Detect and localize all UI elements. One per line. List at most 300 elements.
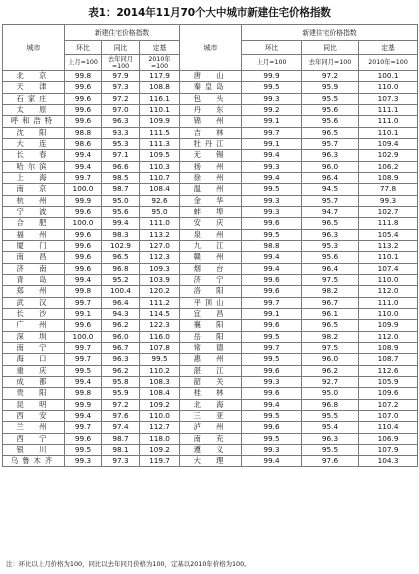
right-yoy-cell: 95.7 — [302, 138, 359, 149]
right-city-cell: 济 宁 — [180, 274, 242, 285]
left-yoy-cell: 96.3 — [102, 116, 140, 127]
right-city-cell: 泸 州 — [180, 422, 242, 433]
right-mom-cell: 99.6 — [242, 286, 302, 297]
fixed-base-right: 2010年=100 — [359, 55, 418, 71]
right-yoy-cell: 94.7 — [302, 206, 359, 217]
right-fixed-cell: 108.9 — [359, 172, 418, 183]
table-row — [3, 286, 418, 297]
right-city-cell: 三 亚 — [180, 410, 242, 421]
left-yoy-cell: 97.4 — [102, 422, 140, 433]
right-city-cell: 桂 林 — [180, 388, 242, 399]
table-row — [3, 252, 418, 263]
right-city-cell: 徐 州 — [180, 172, 242, 183]
left-yoy-cell: 96.7 — [102, 342, 140, 353]
table-row — [3, 320, 418, 331]
left-yoy-cell: 95.0 — [102, 195, 140, 206]
left-city-cell: 南 昌 — [3, 252, 65, 263]
right-fixed-cell: 110.0 — [359, 308, 418, 319]
left-mom-cell: 99.4 — [65, 274, 102, 285]
left-mom-cell: 99.7 — [65, 172, 102, 183]
left-fixed-cell: 120.2 — [140, 286, 180, 297]
table-row — [3, 456, 418, 467]
left-fixed-cell: 122.3 — [140, 320, 180, 331]
right-city-cell: 襄 阳 — [180, 320, 242, 331]
right-mom-cell: 99.1 — [242, 138, 302, 149]
left-mom-cell: 99.7 — [65, 422, 102, 433]
left-yoy-cell: 95.2 — [102, 274, 140, 285]
right-city-cell: 牡丹江 — [180, 138, 242, 149]
left-mom-cell: 99.6 — [65, 116, 102, 127]
right-city-cell: 赣 州 — [180, 252, 242, 263]
right-mom-cell: 99.3 — [242, 206, 302, 217]
left-mom-cell: 99.8 — [65, 71, 102, 82]
right-mom-cell: 99.5 — [242, 410, 302, 421]
right-fixed-cell: 110.0 — [359, 274, 418, 285]
left-yoy-cell: 98.5 — [102, 172, 140, 183]
right-city-cell: 丹 东 — [180, 104, 242, 115]
right-city-cell: 惠 州 — [180, 354, 242, 365]
table-row — [3, 195, 418, 206]
table-row — [3, 422, 418, 433]
left-yoy-cell: 96.4 — [102, 297, 140, 308]
left-yoy-cell: 96.5 — [102, 252, 140, 263]
right-mom-cell: 99.7 — [242, 342, 302, 353]
right-fixed-cell: 110.0 — [359, 82, 418, 93]
left-city-cell: 西 宁 — [3, 433, 65, 444]
right-city-cell: 大 理 — [180, 456, 242, 467]
left-fixed-cell: 111.3 — [140, 138, 180, 149]
left-yoy-cell: 96.2 — [102, 320, 140, 331]
left-mom-cell: 99.6 — [65, 240, 102, 251]
left-mom-cell: 100.0 — [65, 218, 102, 229]
table-row — [3, 82, 418, 93]
left-fixed-cell: 127.0 — [140, 240, 180, 251]
right-yoy-cell: 95.9 — [302, 82, 359, 93]
left-fixed-cell: 110.1 — [140, 104, 180, 115]
right-yoy-cell: 95.6 — [302, 104, 359, 115]
left-mom-cell: 98.8 — [65, 127, 102, 138]
left-city-cell: 杭 州 — [3, 195, 65, 206]
index-group-header-right: 新建住宅价格指数 — [242, 25, 418, 41]
left-mom-cell: 99.6 — [65, 104, 102, 115]
table-row — [3, 444, 418, 455]
right-city-cell: 岳 阳 — [180, 331, 242, 342]
right-city-cell: 蚌 埠 — [180, 206, 242, 217]
left-mom-cell: 99.5 — [65, 444, 102, 455]
right-fixed-cell: 107.0 — [359, 410, 418, 421]
right-mom-cell: 99.4 — [242, 263, 302, 274]
right-city-cell: 无 锡 — [180, 150, 242, 161]
left-fixed-cell: 108.4 — [140, 184, 180, 195]
right-yoy-cell: 96.0 — [302, 161, 359, 172]
left-city-cell: 厦 门 — [3, 240, 65, 251]
left-city-cell: 哈尔滨 — [3, 161, 65, 172]
fixed-base-left: 2010年=100 — [140, 55, 180, 71]
footnote: 注：环比以上月价格为100，同比以去年同月价格为100，定基以2010年价格为100。 — [6, 560, 251, 568]
right-city-cell: 湛 江 — [180, 365, 242, 376]
table-row — [3, 229, 418, 240]
left-city-cell: 福 州 — [3, 229, 65, 240]
right-mom-cell: 99.6 — [242, 274, 302, 285]
left-mom-cell: 99.6 — [65, 252, 102, 263]
right-yoy-cell: 96.0 — [302, 354, 359, 365]
table-row — [3, 433, 418, 444]
right-mom-cell: 99.5 — [242, 82, 302, 93]
left-mom-cell: 99.6 — [65, 320, 102, 331]
left-city-cell: 重 庆 — [3, 365, 65, 376]
right-mom-cell: 99.5 — [242, 354, 302, 365]
right-fixed-cell: 107.3 — [359, 93, 418, 104]
left-yoy-cell: 98.1 — [102, 444, 140, 455]
table-row — [3, 150, 418, 161]
left-city-cell: 武 汉 — [3, 297, 65, 308]
left-city-cell: 天 津 — [3, 82, 65, 93]
left-city-cell: 北 京 — [3, 71, 65, 82]
right-city-cell: 常 德 — [180, 342, 242, 353]
left-yoy-cell: 98.7 — [102, 433, 140, 444]
left-yoy-cell: 96.2 — [102, 365, 140, 376]
right-yoy-cell: 97.6 — [302, 456, 359, 467]
right-mom-cell: 99.3 — [242, 161, 302, 172]
right-mom-cell: 99.3 — [242, 444, 302, 455]
left-mom-cell: 99.9 — [65, 399, 102, 410]
right-yoy-cell: 95.5 — [302, 444, 359, 455]
right-fixed-cell: 104.3 — [359, 456, 418, 467]
right-fixed-cell: 111.0 — [359, 116, 418, 127]
left-yoy-cell: 97.3 — [102, 456, 140, 467]
right-yoy-cell: 96.5 — [302, 127, 359, 138]
table-row — [3, 388, 418, 399]
right-yoy-cell: 96.5 — [302, 320, 359, 331]
left-fixed-cell: 109.2 — [140, 399, 180, 410]
left-mom-cell: 99.3 — [65, 456, 102, 467]
right-yoy-cell: 96.4 — [302, 263, 359, 274]
table-title: 表1：2014年11月70个大中城市新建住宅价格指数 — [88, 7, 331, 19]
table-row — [3, 376, 418, 387]
left-yoy-cell: 99.4 — [102, 218, 140, 229]
right-yoy-cell: 97.2 — [302, 71, 359, 82]
right-mom-cell: 99.6 — [242, 422, 302, 433]
left-fixed-cell: 110.3 — [140, 161, 180, 172]
left-mom-cell: 99.6 — [65, 229, 102, 240]
right-fixed-cell: 107.9 — [359, 444, 418, 455]
right-mom-cell: 99.4 — [242, 399, 302, 410]
left-mom-cell: 99.6 — [65, 263, 102, 274]
price-index-table — [2, 24, 418, 467]
right-mom-cell: 99.4 — [242, 456, 302, 467]
left-mom-cell: 99.7 — [65, 354, 102, 365]
right-fixed-cell: 111.0 — [359, 297, 418, 308]
table-row — [3, 206, 418, 217]
left-fixed-cell: 108.3 — [140, 376, 180, 387]
left-yoy-cell: 97.3 — [102, 82, 140, 93]
table-row — [3, 218, 418, 229]
right-fixed-cell: 107.4 — [359, 263, 418, 274]
left-mom-cell: 99.6 — [65, 93, 102, 104]
right-yoy-cell: 96.4 — [302, 172, 359, 183]
table-row — [3, 138, 418, 149]
right-city-cell: 温 州 — [180, 184, 242, 195]
left-fixed-cell: 108.4 — [140, 388, 180, 399]
right-fixed-cell: 105.4 — [359, 229, 418, 240]
right-fixed-cell: 112.6 — [359, 365, 418, 376]
table-row — [3, 240, 418, 251]
right-fixed-cell: 109.6 — [359, 388, 418, 399]
left-yoy-cell: 94.3 — [102, 308, 140, 319]
right-fixed-cell: 111.8 — [359, 218, 418, 229]
table-row — [3, 331, 418, 342]
table-row — [3, 297, 418, 308]
right-fixed-cell: 105.9 — [359, 376, 418, 387]
right-city-cell: 烟 台 — [180, 263, 242, 274]
price-index-table-container — [2, 24, 417, 467]
right-yoy-cell: 95.3 — [302, 240, 359, 251]
right-fixed-cell: 113.2 — [359, 240, 418, 251]
table-row — [3, 410, 418, 421]
left-yoy-cell: 95.6 — [102, 206, 140, 217]
right-city-cell: 唐 山 — [180, 71, 242, 82]
left-city-cell: 海 口 — [3, 354, 65, 365]
left-mom-cell: 99.6 — [65, 433, 102, 444]
left-city-cell: 昆 明 — [3, 399, 65, 410]
left-mom-cell: 99.4 — [65, 161, 102, 172]
left-city-cell: 上 海 — [3, 172, 65, 183]
right-mom-cell: 99.2 — [242, 104, 302, 115]
left-city-cell: 太 原 — [3, 104, 65, 115]
right-mom-cell: 99.5 — [242, 433, 302, 444]
left-yoy-cell: 96.8 — [102, 263, 140, 274]
right-yoy-cell: 95.5 — [302, 410, 359, 421]
right-mom-cell: 99.3 — [242, 93, 302, 104]
left-city-cell: 南 宁 — [3, 342, 65, 353]
yoy-header-left: 同比 — [102, 41, 140, 55]
right-fixed-cell: 109.9 — [359, 320, 418, 331]
left-yoy-cell: 96.6 — [102, 161, 140, 172]
table-row — [3, 127, 418, 138]
right-city-cell: 洛 阳 — [180, 286, 242, 297]
right-fixed-cell: 110.1 — [359, 252, 418, 263]
mom-header-right: 环比 — [242, 41, 302, 55]
table-row — [3, 399, 418, 410]
left-fixed-cell: 99.5 — [140, 354, 180, 365]
table-row — [3, 354, 418, 365]
right-city-cell: 韶 关 — [180, 376, 242, 387]
left-city-cell: 合 肥 — [3, 218, 65, 229]
left-mom-cell: 99.4 — [65, 376, 102, 387]
left-city-cell: 成 都 — [3, 376, 65, 387]
table-row — [3, 172, 418, 183]
left-city-cell: 呼和浩特 — [3, 116, 65, 127]
table-row — [3, 342, 418, 353]
left-city-cell: 兰 州 — [3, 422, 65, 433]
left-fixed-cell: 109.9 — [140, 116, 180, 127]
left-city-cell: 济 南 — [3, 263, 65, 274]
left-mom-cell: 99.8 — [65, 286, 102, 297]
left-fixed-cell: 111.0 — [140, 218, 180, 229]
right-mom-cell: 99.3 — [242, 195, 302, 206]
left-yoy-cell: 95.9 — [102, 388, 140, 399]
right-mom-cell: 99.7 — [242, 127, 302, 138]
right-city-cell: 宜 昌 — [180, 308, 242, 319]
left-fixed-cell: 109.3 — [140, 263, 180, 274]
left-mom-cell: 99.5 — [65, 365, 102, 376]
right-mom-cell: 99.4 — [242, 172, 302, 183]
right-fixed-cell: 102.7 — [359, 206, 418, 217]
right-mom-cell: 99.7 — [242, 297, 302, 308]
left-mom-cell: 98.6 — [65, 138, 102, 149]
left-mom-cell: 99.4 — [65, 150, 102, 161]
left-yoy-cell: 98.7 — [102, 184, 140, 195]
left-yoy-cell: 97.0 — [102, 104, 140, 115]
left-yoy-cell: 95.8 — [102, 376, 140, 387]
left-yoy-cell: 97.2 — [102, 93, 140, 104]
left-city-cell: 南 京 — [3, 184, 65, 195]
right-city-cell: 吉 林 — [180, 127, 242, 138]
right-city-cell: 九 江 — [180, 240, 242, 251]
yoy-base-left: 去年同月=100 — [102, 55, 140, 71]
right-fixed-cell: 109.4 — [359, 138, 418, 149]
table-body — [3, 71, 418, 467]
yoy-header-right: 同比 — [302, 41, 359, 55]
right-fixed-cell: 112.0 — [359, 286, 418, 297]
left-fixed-cell: 112.3 — [140, 252, 180, 263]
left-fixed-cell: 117.9 — [140, 71, 180, 82]
left-mom-cell: 99.6 — [65, 206, 102, 217]
left-yoy-cell: 97.1 — [102, 150, 140, 161]
left-fixed-cell: 110.7 — [140, 172, 180, 183]
left-fixed-cell: 116.1 — [140, 93, 180, 104]
right-fixed-cell: 110.1 — [359, 127, 418, 138]
left-mom-cell: 100.0 — [65, 184, 102, 195]
left-city-cell: 长 沙 — [3, 308, 65, 319]
right-city-cell: 平顶山 — [180, 297, 242, 308]
right-yoy-cell: 96.3 — [302, 150, 359, 161]
right-yoy-cell: 96.5 — [302, 218, 359, 229]
left-fixed-cell: 107.8 — [140, 342, 180, 353]
right-yoy-cell: 95.7 — [302, 195, 359, 206]
right-yoy-cell: 95.6 — [302, 116, 359, 127]
left-fixed-cell: 111.2 — [140, 297, 180, 308]
left-city-cell: 沈 阳 — [3, 127, 65, 138]
left-yoy-cell: 96.0 — [102, 331, 140, 342]
right-city-cell: 遵 义 — [180, 444, 242, 455]
right-mom-cell: 99.6 — [242, 388, 302, 399]
left-fixed-cell: 118.0 — [140, 433, 180, 444]
left-yoy-cell: 100.4 — [102, 286, 140, 297]
mom-header-left: 环比 — [65, 41, 102, 55]
right-yoy-cell: 97.5 — [302, 342, 359, 353]
right-yoy-cell: 96.1 — [302, 308, 359, 319]
table-row — [3, 184, 418, 195]
left-yoy-cell: 97.2 — [102, 399, 140, 410]
right-yoy-cell: 95.0 — [302, 388, 359, 399]
index-group-header-left: 新建住宅价格指数 — [65, 25, 180, 41]
left-city-cell: 深 圳 — [3, 331, 65, 342]
left-fixed-cell: 113.2 — [140, 229, 180, 240]
right-mom-cell: 99.4 — [242, 252, 302, 263]
left-fixed-cell: 110.0 — [140, 410, 180, 421]
right-yoy-cell: 97.5 — [302, 274, 359, 285]
left-fixed-cell: 114.5 — [140, 308, 180, 319]
right-yoy-cell: 95.4 — [302, 422, 359, 433]
left-yoy-cell: 93.3 — [102, 127, 140, 138]
left-yoy-cell: 95.3 — [102, 138, 140, 149]
left-city-cell: 郑 州 — [3, 286, 65, 297]
yoy-base-right: 去年同月=100 — [302, 55, 359, 71]
right-mom-cell: 99.6 — [242, 218, 302, 229]
right-city-cell: 金 华 — [180, 195, 242, 206]
right-mom-cell: 99.1 — [242, 116, 302, 127]
right-mom-cell: 99.1 — [242, 308, 302, 319]
city-header-right: 城市 — [180, 25, 242, 71]
right-yoy-cell: 96.2 — [302, 365, 359, 376]
right-yoy-cell: 96.8 — [302, 399, 359, 410]
left-yoy-cell: 97.9 — [102, 71, 140, 82]
right-mom-cell: 99.5 — [242, 229, 302, 240]
left-city-cell: 广 州 — [3, 320, 65, 331]
right-fixed-cell: 106.9 — [359, 433, 418, 444]
right-city-cell: 秦皇岛 — [180, 82, 242, 93]
right-yoy-cell: 96.3 — [302, 433, 359, 444]
fixed-header-left: 定基 — [140, 41, 180, 55]
right-yoy-cell: 98.2 — [302, 286, 359, 297]
left-mom-cell: 99.4 — [65, 410, 102, 421]
right-fixed-cell: 112.0 — [359, 331, 418, 342]
right-fixed-cell: 108.7 — [359, 354, 418, 365]
left-mom-cell: 99.7 — [65, 342, 102, 353]
left-city-cell: 石家庄 — [3, 93, 65, 104]
right-mom-cell: 99.5 — [242, 184, 302, 195]
right-fixed-cell: 77.8 — [359, 184, 418, 195]
table-row — [3, 274, 418, 285]
table-row — [3, 93, 418, 104]
right-city-cell: 锦 州 — [180, 116, 242, 127]
left-fixed-cell: 109.2 — [140, 444, 180, 455]
table-row — [3, 263, 418, 274]
left-fixed-cell: 116.0 — [140, 331, 180, 342]
left-mom-cell: 99.8 — [65, 388, 102, 399]
right-fixed-cell: 100.1 — [359, 71, 418, 82]
left-yoy-cell: 102.9 — [102, 240, 140, 251]
right-mom-cell: 99.6 — [242, 365, 302, 376]
right-fixed-cell: 108.9 — [359, 342, 418, 353]
right-yoy-cell: 95.5 — [302, 93, 359, 104]
right-fixed-cell: 106.2 — [359, 161, 418, 172]
left-fixed-cell: 108.8 — [140, 82, 180, 93]
right-fixed-cell: 102.9 — [359, 150, 418, 161]
left-mom-cell: 100.0 — [65, 331, 102, 342]
right-yoy-cell: 96.7 — [302, 297, 359, 308]
left-city-cell: 贵 阳 — [3, 388, 65, 399]
table-row — [3, 365, 418, 376]
right-mom-cell: 99.9 — [242, 71, 302, 82]
right-city-cell: 北 海 — [180, 399, 242, 410]
left-mom-cell: 99.1 — [65, 308, 102, 319]
right-fixed-cell: 107.2 — [359, 399, 418, 410]
left-city-cell: 银 川 — [3, 444, 65, 455]
left-yoy-cell: 98.3 — [102, 229, 140, 240]
left-fixed-cell: 95.0 — [140, 206, 180, 217]
right-mom-cell: 99.5 — [242, 331, 302, 342]
left-city-cell: 长 春 — [3, 150, 65, 161]
right-mom-cell: 98.8 — [242, 240, 302, 251]
right-fixed-cell: 111.1 — [359, 104, 418, 115]
left-fixed-cell: 109.5 — [140, 150, 180, 161]
right-city-cell: 泉 州 — [180, 229, 242, 240]
left-fixed-cell: 111.5 — [140, 127, 180, 138]
left-fixed-cell: 110.2 — [140, 365, 180, 376]
right-city-cell: 南 充 — [180, 433, 242, 444]
